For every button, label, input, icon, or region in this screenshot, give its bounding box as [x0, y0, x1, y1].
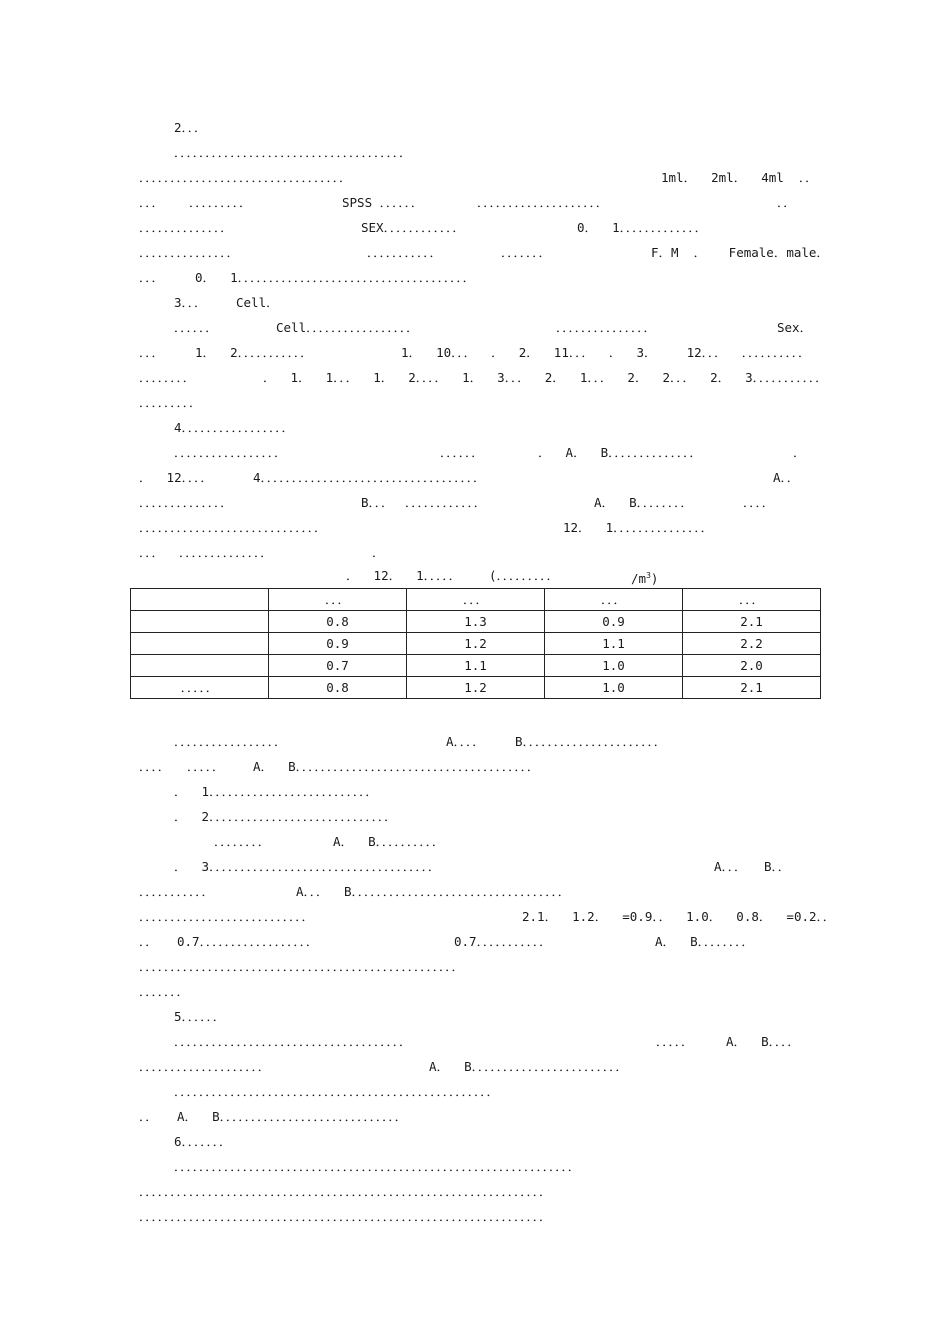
text-segment: ．．．．．．．．．．．．．．．．．．．．．．．．．．． [139, 909, 315, 924]
text-segment: 0． 1．．．．．．．．．．．．．．．．．．．．．．．．．．．．．．．．．．．．． [195, 270, 476, 285]
paragraph-line [139, 467, 809, 489]
table-cell: 1.1 [545, 633, 683, 655]
table-cell: 2.0 [683, 655, 821, 677]
paragraph-line [139, 1106, 809, 1128]
text-segment: 4．．．．．．．．．．．．．．．．．．．．．．．．．．．．．．．．．．． [253, 470, 486, 485]
text-segment: ． 12．．．． [139, 470, 213, 485]
text-segment: B．．．．．．．．．．．．．．．．．．．．．．．．．．．．．．．．．． [344, 884, 571, 899]
text-segment: ．．．．．．．．．．．．．．．．．．．．．．．．．．．．． [139, 520, 327, 535]
paragraph-line: ．．．．．．．．．．．．．．．．．．．．．．．．．．．．．．．．．．．．．．．．．．．．．．．．．．．．．．．．．．．．．．．．． [139, 1209, 552, 1224]
paragraph-line [139, 542, 809, 564]
text-segment: ．．．．．．．． [139, 370, 196, 385]
text-segment: B．． [764, 859, 791, 874]
paragraph-line [139, 1056, 809, 1078]
section-3-heading [174, 292, 809, 314]
paragraph-line [139, 342, 809, 364]
paragraph-line: ．．．．．．．．．．．．．．．．．．．．．．．．．．．．．．．．．．．．．．．．．．．．．．．．．．．．．．．．．．．．．．．． [174, 1159, 581, 1174]
text-segment: 1． 10．．． ． 2． 11．．． ． 3． 12．．． ．．．．．．．．．． [401, 345, 811, 360]
text-segment: ．．．．．．．．．．．．．．．．．．．． [139, 1059, 271, 1074]
table-cell: 0.7 [269, 655, 407, 677]
list-item: ． 1．．．．．．．．．．．．．．．．．．．．．．．．．． [174, 784, 378, 799]
section-6-heading: 6．．．．．．． [174, 1134, 232, 1149]
text-segment: A． B．．．．．．．．．．．．．．．．．．．．．．．． [429, 1059, 628, 1074]
table-cell: 1.2 [407, 633, 545, 655]
header-cell: ．．． [545, 589, 683, 611]
table-cell: 0.9 [545, 611, 683, 633]
text-segment: 0.7．．．．．．．．．．．．．．．．．． [177, 934, 319, 949]
text-segment: ．．．． [743, 495, 775, 510]
text-segment: 2.1． 1.2． =0.9．． 1.0． 0.8． =0.2．． [522, 909, 836, 924]
unit-text: /m [631, 571, 647, 587]
list-item [174, 856, 809, 878]
text-segment: ．． [139, 934, 158, 949]
table-cell: 2.2 [683, 633, 821, 655]
text-segment: ．．．．．．．．．．．．．．．．． [174, 734, 287, 749]
paragraph-line: ．．．．．．．．．．．．．．．．．．．．．．．．．．．．．．．．．．．．．．．．．．．．．．．．．．．．．．．．．．．．．．．．． [139, 1184, 552, 1199]
text-segment: SPSS ．．．．．． [342, 195, 424, 210]
paragraph-line [174, 317, 813, 339]
text-segment: ．．．． [139, 759, 171, 774]
text-segment: ．．．．．． [174, 320, 218, 335]
text-segment: ．．．．．．．．．．．．．． [139, 495, 233, 510]
paragraph-line [139, 217, 809, 239]
text-segment: ．．． [139, 270, 165, 285]
text-segment: A． B．．．．．．．．．． [333, 834, 445, 849]
text-segment: A．．．． [446, 734, 485, 749]
table-cell: 0.9 [269, 633, 407, 655]
heading-word: Cell． [236, 295, 279, 310]
paragraph-line [139, 242, 829, 264]
text-segment: ．．．．．． [440, 445, 484, 460]
paragraph-line [139, 881, 809, 903]
caption-close: ) [650, 571, 659, 587]
paragraph-line [139, 931, 809, 953]
text-segment: ．．． [139, 345, 165, 360]
text-segment: ．．．．． [656, 1034, 694, 1049]
text-segment: SEX．．．．．．．．．．．． [361, 220, 465, 235]
text-segment: A．．． [714, 859, 747, 874]
text-segment: 1ml． 2ml． 4ml ．． [661, 170, 818, 185]
table-cell: 0.8 [269, 611, 407, 633]
table-caption [346, 565, 766, 587]
text-segment: B．．． [361, 495, 394, 510]
paragraph-line [174, 731, 809, 753]
table-cell: 2.1 [683, 677, 821, 699]
table-cell: 1.0 [545, 655, 683, 677]
text-segment: ． [793, 445, 806, 460]
paragraph-line: ．．．．．．． [139, 984, 190, 999]
table-cell: 0.8 [269, 677, 407, 699]
table-cell: ．．．．． [131, 677, 269, 699]
text-segment: ．． [777, 195, 796, 210]
table-cell: 1.2 [407, 677, 545, 699]
unit-superscript: 3 [646, 571, 651, 580]
text-segment: ．．．．．．．．．．．．．．． [139, 245, 240, 260]
text-segment: 12． 1．．．．．．．．．．．．．．． [563, 520, 714, 535]
text-segment: Sex． [777, 320, 813, 335]
text-segment: ．．．．．．．．．．．．．．．．． [174, 445, 287, 460]
text-segment: ．．．．． [187, 759, 225, 774]
text-segment: A． B．．．．．．．．．．．．．．．．．．．．．．．．．．．．．．．．．．．．．． [253, 759, 540, 774]
table-row [131, 633, 821, 655]
text-segment: ． A． B．．．．．．．．．．．．．． [538, 445, 702, 460]
section-2-heading: 2．．． [174, 120, 207, 135]
table-cell: 1.3 [407, 611, 545, 633]
paragraph-line [139, 906, 836, 928]
paragraph-line: ．．．．．．．．．．．．．．．．．．．．．．．．．．．．．．．．．．．．．．．．．．．．．．．．．．． [174, 1084, 500, 1099]
text-segment: 0.7．．．．．．．．．．． [454, 934, 552, 949]
text-segment: ．．．．．．．．．．． [367, 245, 443, 260]
paragraph-line [139, 517, 809, 539]
text-segment: ．．．．．．．．．．．．．．．．．．．． [477, 195, 609, 210]
table-row [131, 611, 821, 633]
table-row [131, 677, 821, 699]
table-header-row [131, 589, 821, 611]
text-segment: ．．． ．．．．．．．．．．．．．． [139, 545, 273, 560]
text-segment: ．．．．．．．．．．．．．． [139, 220, 233, 235]
data-table [130, 588, 821, 699]
text-segment: ．．．．．．．．．．．． [405, 495, 487, 510]
paragraph-line: ．．．．．．．．．．．．．．．．．．．．．．．．．．．．．．．．．．．．． [174, 145, 412, 160]
table-cell: 1.1 [407, 655, 545, 677]
text-segment: ．． [139, 1109, 158, 1124]
table-cell: 1.0 [545, 677, 683, 699]
text-segment: ． [372, 545, 385, 560]
header-cell: ．．． [269, 589, 407, 611]
header-cell: ．．． [407, 589, 545, 611]
heading-number: 3．．． [174, 295, 207, 310]
paragraph-line [139, 492, 809, 514]
text-segment: ． 1． 1．．． 1． 2．．．． 1． 3．．． 2． 1．．． 2． 2．．． 2． 3．．．．．．．．．．． [263, 370, 828, 385]
list-item: ． 2．．．．．．．．．．．．．．．．．．．．．．．．．．．．． [174, 809, 397, 824]
text-segment: B．．．．．．．．．．．．．．．．．．．．．． [515, 734, 667, 749]
paragraph-line [139, 167, 818, 189]
paragraph-line: ．．．．．．．．． [139, 395, 202, 410]
text-segment: 0． 1．．．．．．．．．．．．． [577, 220, 708, 235]
text-segment: A． B．．．．．．．． [655, 934, 754, 949]
text-segment: A．．． [296, 884, 329, 899]
table-cell [131, 655, 269, 677]
table-row [131, 655, 821, 677]
list-item-continuation [214, 831, 809, 853]
text-segment: F．M ． Female．male． [651, 245, 829, 260]
text-segment: ．．．．．．．．．．． [139, 884, 215, 899]
text-segment: A． B．．．．．．．． [594, 495, 693, 510]
caption-title: ． 12． 1．．．．． [346, 568, 462, 583]
table-cell [131, 611, 269, 633]
header-cell: ．．． [683, 589, 821, 611]
paragraph-line [139, 267, 809, 289]
table-cell: 2.1 [683, 611, 821, 633]
header-cell [131, 589, 269, 611]
text-segment: ．．．．．．． [501, 245, 552, 260]
paragraph-line [139, 192, 809, 214]
paragraph-line [139, 756, 809, 778]
text-segment: ．．．．．．．．．．．．．．． [556, 320, 657, 335]
text-segment: A．． [773, 470, 800, 485]
paragraph-line [139, 367, 828, 389]
paragraph-line: ．．．．．．．．．．．．．．．．．．．．．．．．．．．．．．．．．．．．．．．．．．．．．．．．．．． [139, 959, 465, 974]
caption-unit-label: (．．．．．．．．． [489, 568, 560, 583]
text-segment: ． 3．．．．．．．．．．．．．．．．．．．．．．．．．．．．．．．．．．．． [174, 859, 441, 874]
paragraph-line [174, 442, 809, 464]
text-segment: ．．． [139, 195, 165, 210]
text-segment: A． B．．．．．．．．．．．．．．．．．．．．．．．．．．．．． [177, 1109, 408, 1124]
section-4-heading: 4．．．．．．．．．．．．．．．．． [174, 420, 295, 435]
section-5-heading: 5．．．．．． [174, 1009, 226, 1024]
text-segment: ．．．．．．．．． [189, 195, 252, 210]
text-segment: Cell．．．．．．．．．．．．．．．．． [276, 320, 419, 335]
table-cell [131, 633, 269, 655]
text-segment: ．．．．．．．．．．．．．．．．．．．．．．．．．．．．．．．．． [139, 170, 352, 185]
paragraph-line [174, 1031, 809, 1053]
text-segment: ．．．．．．．． [214, 834, 271, 849]
text-segment: A． B．．．． [726, 1034, 800, 1049]
caption-unit [631, 565, 658, 590]
text-segment: ．．．．．．．．．．．．．．．．．．．．．．．．．．．．．．．．．．．．． [174, 1034, 412, 1049]
text-segment: 1． 2．．．．．．．．．．． [195, 345, 313, 360]
